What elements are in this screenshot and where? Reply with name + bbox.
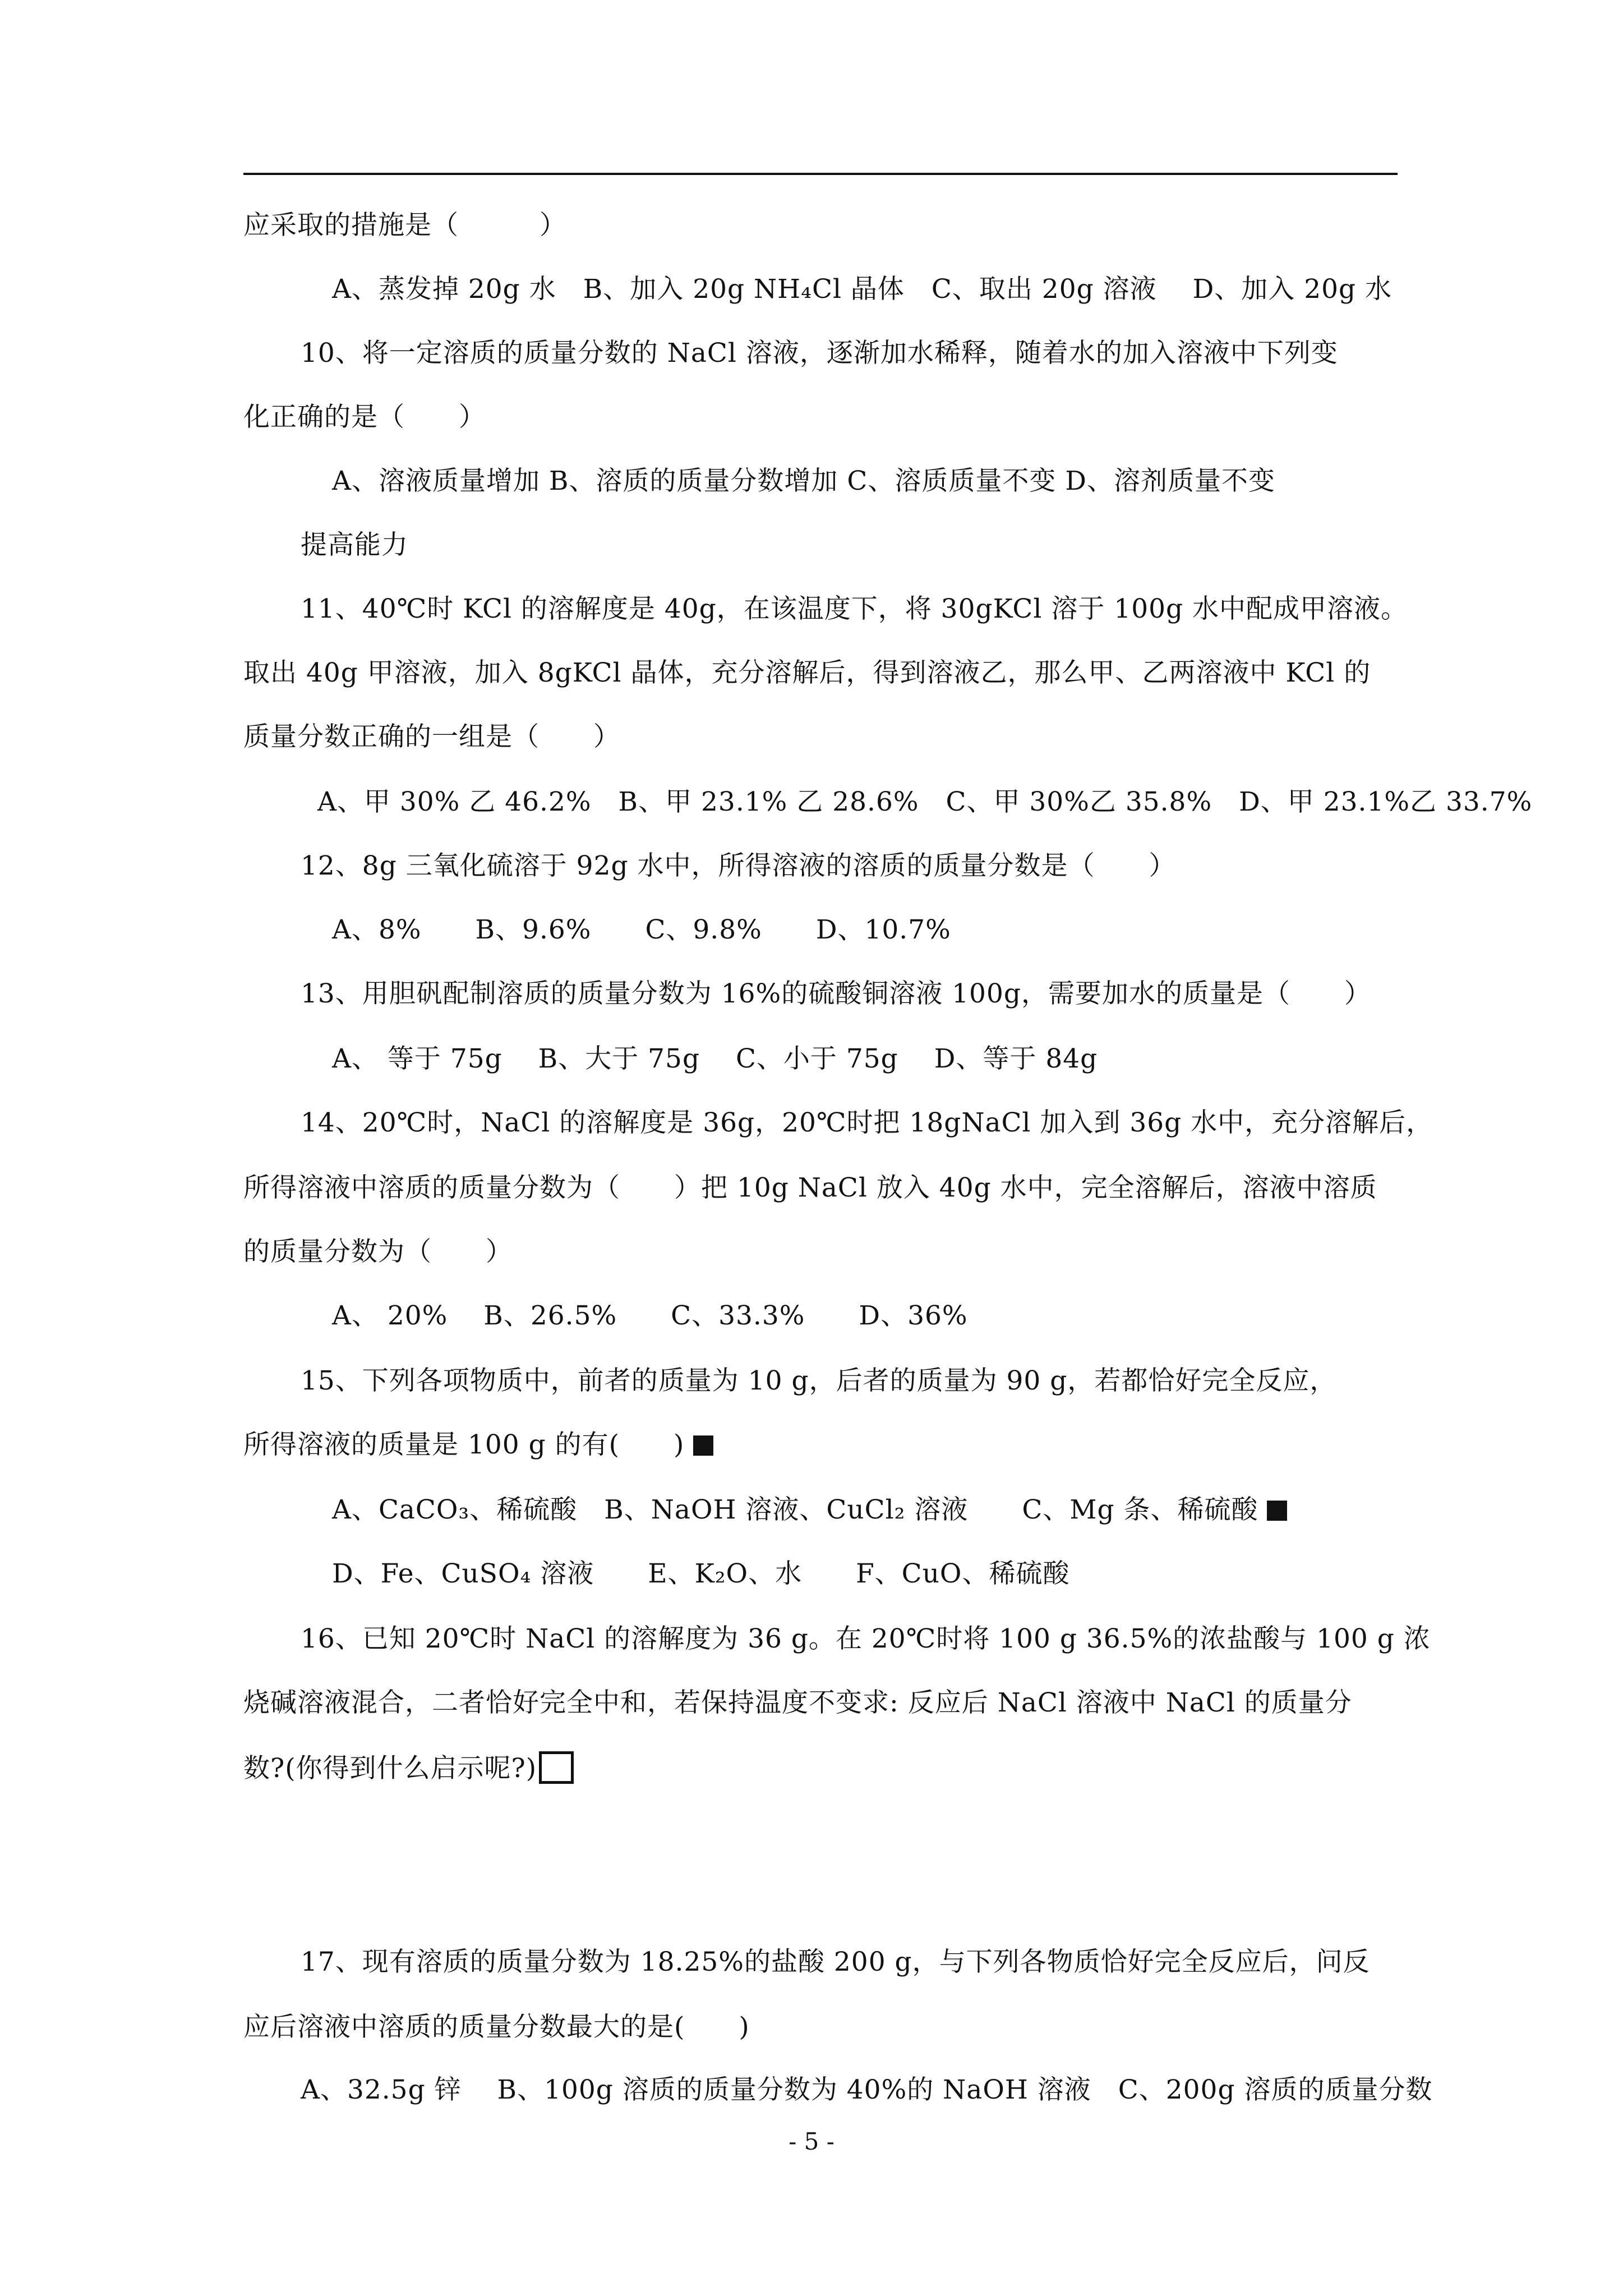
text-line: A、蒸发掉 20g 水 B、加入 20g NH₄Cl 晶体 C、取出 20g 溶液 D、加入 20g 水 [332,274,1393,305]
text-line: 化正确的是（ ） [243,402,486,432]
text-line: 12、8g 三氧化硫溶于 92g 水中，所得溶液的溶质的质量分数是（ ） [301,850,1176,881]
text-line: 取出 40g 甲溶液，加入 8gKCl 晶体，充分溶解后，得到溶液乙，那么甲、乙两溶液中 KCl 的 [243,657,1371,688]
text-line: 质量分数正确的一组是（ ） [243,721,620,752]
text-line: A、甲 30% 乙 46.2% B、甲 23.1% 乙 28.6% C、甲 30%乙 35.8% D、甲 23.1%乙 33.7% [317,786,1533,817]
text-line: 应后溶液中溶质的质量分数最大的是( ) [243,2012,750,2042]
text-line: 数?(你得到什么启示呢?) [243,1753,537,1784]
text-line: A、溶液质量增加 B、溶质的质量分数增加 C、溶质质量不变 D、溶剂质量不变 [332,466,1275,496]
section-heading: 提高能力 [301,530,408,560]
text-line: 烧碱溶液混合，二者恰好完全中和，若保持温度不变求: 反应后 NaCl 溶液中 NaCl 的质量分 [243,1687,1352,1718]
text-line: A、 20% B、26.5% C、33.3% D、36% [332,1300,968,1331]
text-line-with-marker [332,1493,1287,1527]
text-line: 13、用胆矾配制溶质的质量分数为 16%的硫酸铜溶液 100g，需要加水的质量是（ ） [301,978,1371,1009]
text-line: 应采取的措施是（ ） [243,210,566,241]
text-line: 所得溶液的质量是 100 g 的有( ) [243,1429,685,1460]
text-line: 11、40℃时 KCl 的溶解度是 40g，在该温度下，将 30gKCl 溶于 100g 水中配成甲溶液。 [301,593,1408,624]
text-line: 10、将一定溶质的质量分数的 NaCl 溶液，逐渐加水稀释，随着水的加入溶液中下列变 [301,338,1338,369]
black-square-icon [1267,1501,1287,1521]
text-line: 17、现有溶质的质量分数为 18.25%的盐酸 200 g，与下列各物质恰好完全反应后，问反 [301,1947,1370,1977]
text-line: A、8% B、9.6% C、9.8% D、10.7% [332,914,951,945]
text-line: D、Fe、CuSO₄ 溶液 E、K₂O、水 F、CuO、稀硫酸 [332,1558,1070,1589]
text-line: 所得溶液中溶质的质量分数为（ ）把 10g NaCl 放入 40g 水中，完全溶解后，溶液中溶质 [243,1172,1377,1203]
text-line-with-marker [243,1428,713,1462]
text-line: A、32.5g 锌 B、100g 溶质的质量分数为 40%的 NaOH 溶液 C、200g 溶质的质量分数 [301,2074,1433,2105]
text-line: 的质量分数为（ ） [243,1236,513,1267]
text-line: A、 等于 75g B、大于 75g C、小于 75g D、等于 84g [332,1043,1098,1074]
black-square-icon [693,1435,713,1456]
text-line: 15、下列各项物质中，前者的质量为 10 g，后者的质量为 90 g，若都恰好完全反应， [301,1365,1337,1396]
page-number: - 5 - [789,2128,834,2155]
header-rule [243,173,1398,175]
text-line: 16、已知 20℃时 NaCl 的溶解度为 36 g。在 20℃时将 100 g 36.5%的浓盐酸与 100 g 浓 [301,1623,1431,1654]
text-line: A、CaCO₃、稀硫酸 B、NaOH 溶液、CuCl₂ 溶液 C、Mg 条、稀硫酸 [332,1494,1258,1525]
answer-box [539,1751,574,1784]
text-line-with-box [243,1751,574,1786]
text-line: 14、20℃时，NaCl 的溶解度是 36g，20℃时把 18gNaCl 加入到 36g 水中，充分溶解后， [301,1107,1433,1138]
